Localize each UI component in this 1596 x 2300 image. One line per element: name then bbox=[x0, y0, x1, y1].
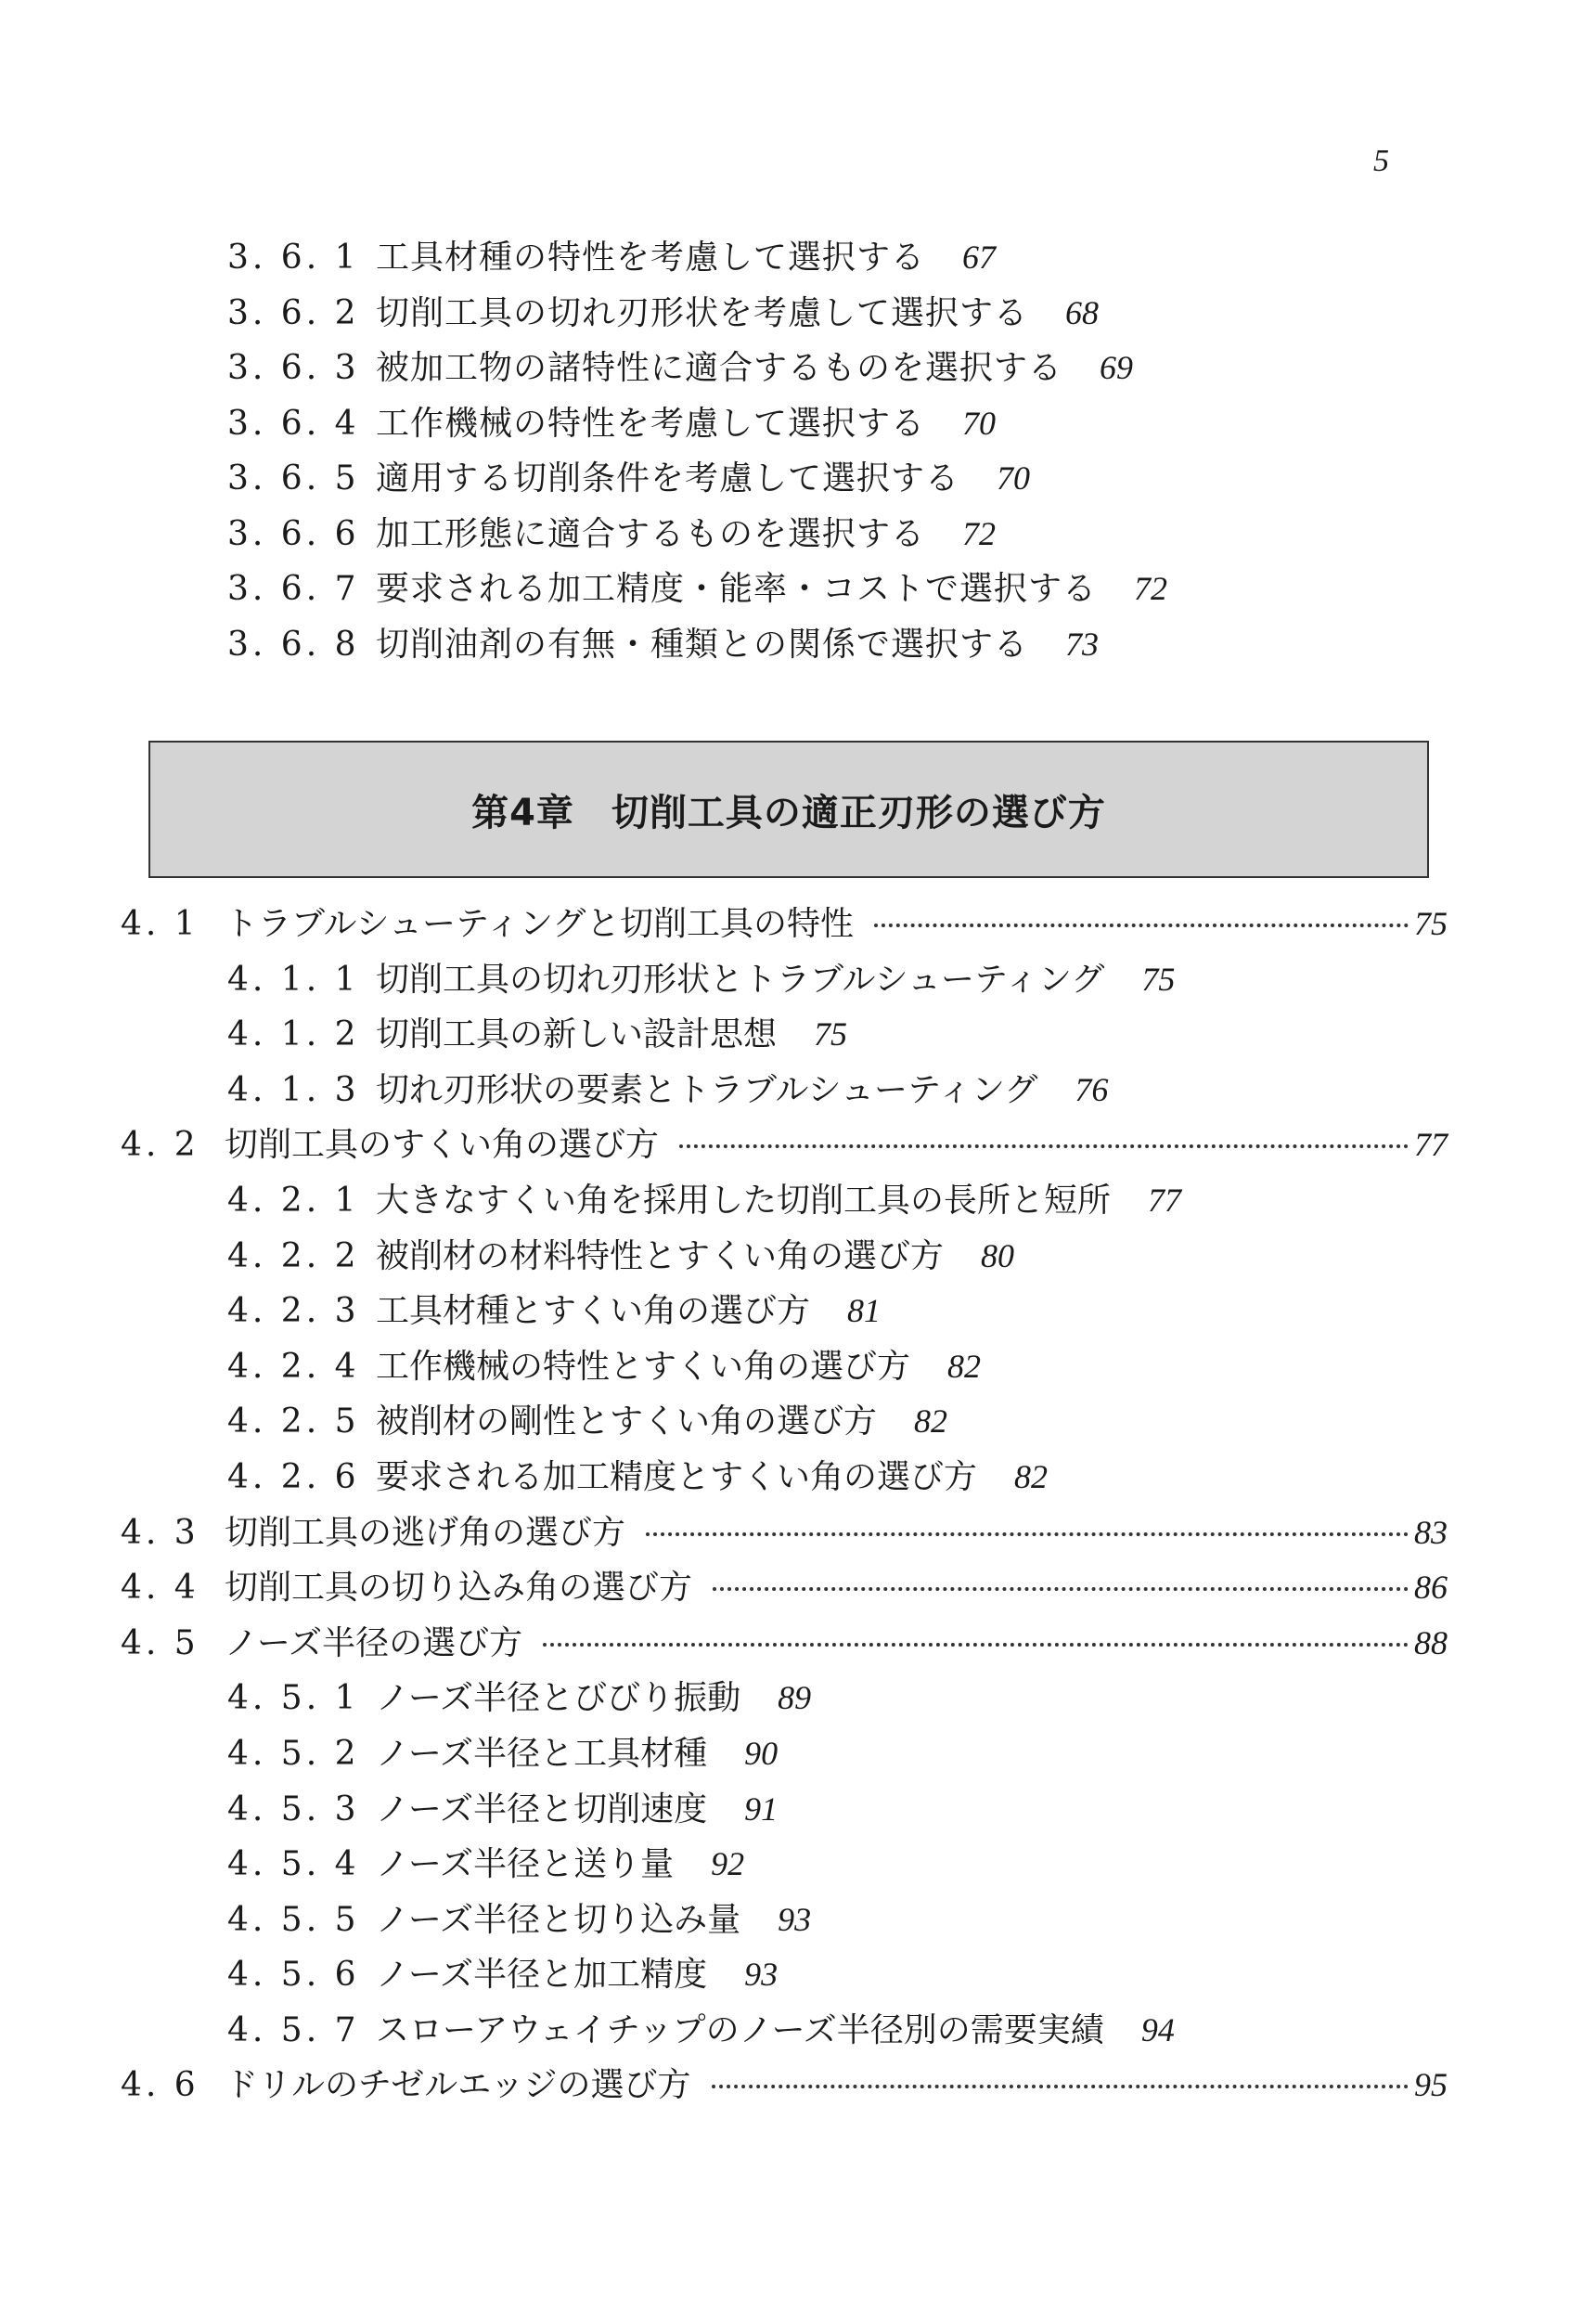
subsection-page: 82 bbox=[947, 1347, 982, 1385]
toc-section-row bbox=[121, 1560, 1448, 1616]
toc-subsection-row bbox=[121, 1837, 1448, 1893]
section-title: 切削工具のすくい角の選び方 bbox=[225, 1126, 660, 1165]
subsection-page: 89 bbox=[778, 1679, 812, 1717]
section-title: ドリルのチゼルエッジの選び方 bbox=[225, 2066, 691, 2105]
section-page: 75 bbox=[1414, 905, 1448, 942]
subsection-page: 90 bbox=[744, 1734, 779, 1772]
toc-subsection-row bbox=[227, 230, 1167, 286]
subsection-page: 75 bbox=[1141, 960, 1176, 998]
subsection-title: ノーズ半径と切り込み量 bbox=[376, 1900, 741, 1939]
toc-subsection-row bbox=[121, 1782, 1448, 1838]
page-number: 5 bbox=[1373, 144, 1389, 178]
section-number: 4. 4 bbox=[121, 1569, 200, 1608]
table-of-contents bbox=[121, 897, 1448, 2113]
section-page: 83 bbox=[1414, 1513, 1448, 1551]
toc-subsection-row bbox=[121, 1284, 1448, 1339]
toc-subsection-row bbox=[121, 1007, 1448, 1063]
toc-section-row bbox=[121, 897, 1448, 952]
subsection-title: ノーズ半径と切削速度 bbox=[376, 1790, 708, 1828]
subsection-title: 工作機械の特性を考慮して選択する bbox=[376, 404, 926, 443]
subsection-page: 93 bbox=[778, 1900, 812, 1938]
subsection-number: 4. 1. 1 bbox=[227, 960, 360, 999]
subsection-number: 4. 2. 1 bbox=[227, 1181, 360, 1220]
chapter-title bbox=[471, 783, 1106, 836]
chapter-heading-box bbox=[148, 741, 1429, 878]
toc-subsection-row bbox=[121, 1229, 1448, 1285]
subsection-title: 工作機械の特性とすくい角の選び方 bbox=[376, 1347, 911, 1386]
toc-subsection-row bbox=[121, 1339, 1448, 1395]
toc-subsection-row bbox=[227, 451, 1167, 507]
toc-subsection-row bbox=[227, 396, 1167, 452]
subsection-page: 69 bbox=[1100, 349, 1134, 386]
subsection-number: 3. 6. 2 bbox=[227, 293, 360, 332]
section-number: 4. 2 bbox=[121, 1126, 200, 1165]
subsection-title: 被削材の剛性とすくい角の選び方 bbox=[376, 1402, 878, 1441]
subsection-number: 3. 6. 3 bbox=[227, 349, 360, 387]
subsection-number: 4. 2. 5 bbox=[227, 1402, 360, 1441]
subsection-title: 切れ刃形状の要素とトラブルシューティング bbox=[376, 1070, 1038, 1109]
subsection-title: スローアウェイチップのノーズ半径別の需要実績 bbox=[376, 2010, 1104, 2049]
subsection-page: 70 bbox=[962, 404, 997, 442]
subsection-page: 81 bbox=[847, 1292, 882, 1330]
section-number: 4. 3 bbox=[121, 1513, 200, 1552]
subsection-page: 70 bbox=[997, 459, 1031, 497]
toc-subsection-row bbox=[121, 2003, 1448, 2059]
section-title: ノーズ半径の選び方 bbox=[225, 1623, 523, 1662]
subsection-title: 切削工具の切れ刃形状を考慮して選択する bbox=[376, 293, 1029, 332]
dot-leader bbox=[646, 1531, 1409, 1536]
toc-subsection-row bbox=[121, 1173, 1448, 1229]
section-number: 4. 1 bbox=[121, 905, 200, 943]
subsection-number: 4. 2. 3 bbox=[227, 1292, 360, 1331]
toc-subsection-row bbox=[227, 286, 1167, 342]
subsection-page: 93 bbox=[744, 1956, 779, 1994]
subsection-title: 大きなすくい角を採用した切削工具の長所と短所 bbox=[376, 1181, 1112, 1220]
toc-subsection-row bbox=[227, 617, 1167, 673]
subsection-number: 3. 6. 8 bbox=[227, 625, 360, 664]
toc-subsection-row bbox=[227, 562, 1167, 617]
subsection-page: 82 bbox=[1014, 1457, 1049, 1495]
subsection-title: 被加工物の諸特性に適合するものを選択する bbox=[376, 349, 1063, 387]
subsection-page: 68 bbox=[1065, 293, 1100, 331]
subsection-number: 3. 6. 4 bbox=[227, 404, 360, 443]
toc-subsection-row bbox=[121, 1893, 1448, 1948]
toc-subsection-row bbox=[121, 1394, 1448, 1450]
subsection-page: 72 bbox=[962, 514, 997, 552]
subsection-title: 加工形態に適合するものを選択する bbox=[376, 514, 926, 553]
subsection-number: 4. 1. 3 bbox=[227, 1070, 360, 1109]
subsection-page: 76 bbox=[1075, 1070, 1109, 1108]
subsection-page: 82 bbox=[914, 1402, 948, 1441]
subsection-page: 72 bbox=[1134, 570, 1168, 607]
subsection-number: 4. 5. 4 bbox=[227, 1845, 360, 1884]
subsection-title: 切削油剤の有無・種類との関係で選択する bbox=[376, 625, 1029, 664]
toc-subsection-row bbox=[227, 341, 1167, 396]
section-page: 95 bbox=[1414, 2066, 1448, 2104]
subsection-title: ノーズ半径と送り量 bbox=[376, 1845, 675, 1884]
section-number: 4. 5 bbox=[121, 1623, 200, 1662]
subsection-number: 4. 5. 5 bbox=[227, 1900, 360, 1939]
subsection-number: 4. 5. 7 bbox=[227, 2010, 360, 2049]
toc-subsection-row bbox=[121, 1450, 1448, 1505]
toc-section-row bbox=[121, 2058, 1448, 2113]
subsection-number: 3. 6. 1 bbox=[227, 239, 360, 277]
subsection-number: 3. 6. 6 bbox=[227, 514, 360, 553]
subsection-title: 工具材種とすくい角の選び方 bbox=[376, 1292, 811, 1331]
subsection-title: 要求される加工精度とすくい角の選び方 bbox=[376, 1457, 978, 1496]
subsection-page: 75 bbox=[814, 1015, 848, 1053]
subsection-page: 80 bbox=[981, 1236, 1015, 1274]
section-title: トラブルシューティングと切削工具の特性 bbox=[225, 905, 855, 943]
section-title: 切削工具の逃げ角の選び方 bbox=[225, 1513, 626, 1552]
subsection-page: 94 bbox=[1140, 2010, 1175, 2048]
toc-section-row bbox=[121, 1118, 1448, 1173]
subsection-page: 77 bbox=[1148, 1181, 1182, 1219]
subsection-title: 工具材種の特性を考慮して選択する bbox=[376, 239, 926, 277]
chapter-label: 第4章 bbox=[471, 791, 574, 834]
subsection-title: 切削工具の新しい設計思想 bbox=[376, 1015, 778, 1054]
dot-leader bbox=[712, 2084, 1409, 2088]
subsection-number: 4. 1. 2 bbox=[227, 1015, 360, 1054]
subsection-number: 4. 5. 2 bbox=[227, 1734, 360, 1773]
section-title: 切削工具の切り込み角の選び方 bbox=[225, 1569, 693, 1608]
dot-leader bbox=[874, 923, 1409, 927]
subsection-title: 要求される加工精度・能率・コストで選択する bbox=[376, 570, 1098, 608]
subsection-number: 3. 6. 7 bbox=[227, 570, 360, 608]
subsection-title: 切削工具の切れ刃形状とトラブルシューティング bbox=[376, 960, 1105, 999]
subsection-page: 91 bbox=[744, 1790, 779, 1828]
dot-leader bbox=[543, 1642, 1409, 1647]
toc-subsection-row bbox=[121, 1726, 1448, 1782]
subsection-number: 4. 2. 4 bbox=[227, 1347, 360, 1386]
subsection-title: 適用する切削条件を考慮して選択する bbox=[376, 459, 960, 497]
toc-section-row bbox=[121, 1616, 1448, 1672]
toc-subsection-row bbox=[121, 952, 1448, 1008]
section-number: 4. 6 bbox=[121, 2066, 200, 2105]
chapter-name: 切削工具の適正刃形の選び方 bbox=[611, 791, 1106, 834]
subsection-title: 被削材の材料特性とすくい角の選び方 bbox=[376, 1236, 945, 1275]
toc-subsection-row bbox=[121, 1947, 1448, 2003]
subsection-title: ノーズ半径と工具材種 bbox=[376, 1734, 708, 1773]
subsection-number: 3. 6. 5 bbox=[227, 459, 360, 497]
dot-leader bbox=[713, 1586, 1409, 1591]
dot-leader bbox=[679, 1144, 1409, 1148]
subsection-number: 4. 5. 6 bbox=[227, 1956, 360, 1995]
toc-subsection-row bbox=[227, 507, 1167, 562]
subsection-page: 67 bbox=[962, 239, 997, 276]
subsection-number: 4. 2. 6 bbox=[227, 1457, 360, 1496]
section-page: 88 bbox=[1414, 1623, 1448, 1661]
toc-subsection-row bbox=[121, 1671, 1448, 1726]
subsection-number: 4. 5. 1 bbox=[227, 1679, 360, 1718]
section-page: 86 bbox=[1414, 1569, 1448, 1607]
subsection-page: 92 bbox=[711, 1845, 745, 1883]
subsection-page: 73 bbox=[1065, 625, 1100, 663]
subsection-number: 4. 5. 3 bbox=[227, 1790, 360, 1828]
toc-section-row bbox=[121, 1505, 1448, 1561]
subsection-title: ノーズ半径と加工精度 bbox=[376, 1956, 708, 1995]
subsection-title: ノーズ半径とびびり振動 bbox=[376, 1679, 741, 1718]
section-page: 77 bbox=[1414, 1126, 1448, 1164]
toc-subsection-row bbox=[121, 1063, 1448, 1118]
subsection-number: 4. 2. 2 bbox=[227, 1236, 360, 1275]
continued-subsection-list bbox=[227, 230, 1167, 672]
